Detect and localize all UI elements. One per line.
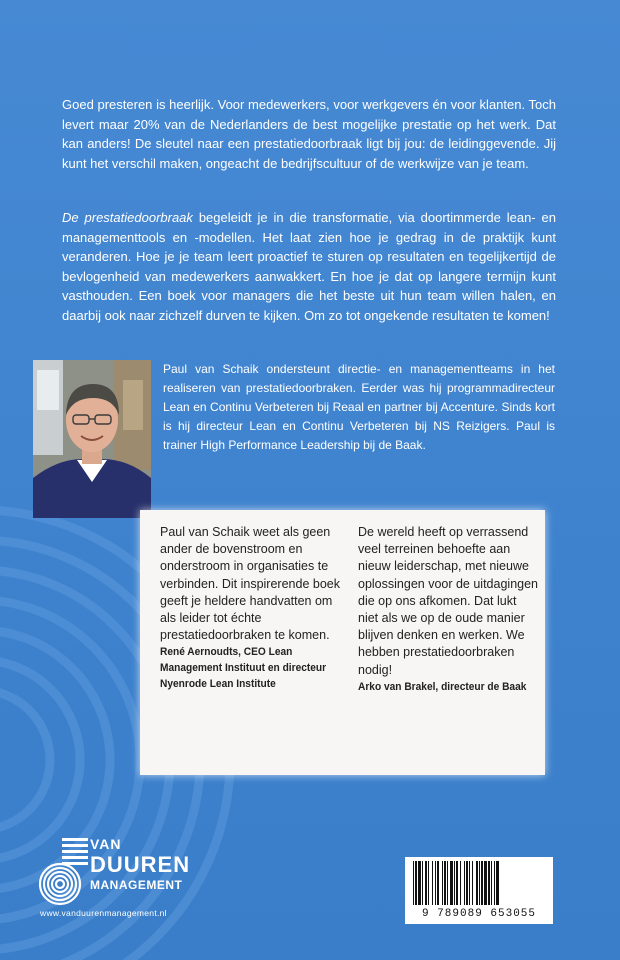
publisher-logo xyxy=(36,836,216,906)
publisher-website: www.vanduurenmanagement.nl xyxy=(40,908,167,918)
logo-text-management: MANAGEMENT xyxy=(90,878,183,892)
endorsement-2 xyxy=(358,524,538,695)
blurb-paragraph-2-text: begeleidt je in die transformatie, via doortimmerde lean- en managementtools en -modellen. Het laat zien hoe je gedrag in de praktijk kunt veranderen. Hoe je je team leert proactief te sturen op resultaten en tegelijkertijd de bevlogenheid van medewerkers aanwakkert. En hoe je dat op langere termijn kunt vasthouden. Een boek voor managers die het beste uit hun team willen halen, en daarbij ook naar zichzelf durven te kijken. Om zo tot ongekende resultaten te komen! xyxy=(62,210,556,323)
endorsement-1-text: Paul van Schaik weet als geen ander de bovenstroom en onderstroom in organisaties te verbinden. Dit inspirerende boek geeft je heldere handvatten om als leider tot échte prestatiedoorbraken te komen. xyxy=(160,525,340,643)
logo-text-van: VAN xyxy=(90,836,122,852)
endorsement-2-text: De wereld heeft op verrassend veel terreinen behoefte aan nieuw leiderschap, met nieuwe oplossingen voor de uitdagingen die op ons afkomen. Dat lukt niet als we op de oude manier blijven denken en werken. We hebben prestatiedoorbraken nodig! xyxy=(358,525,538,677)
author-bio: Paul van Schaik ondersteunt directie- en managementteams in het realiseren van prestatiedoorbraken. Eerder was hij programmadirecteur Lean en Continu Verbeteren bij Reaal en partner bij Accenture. Sinds kort is hij directeur Lean en Continu Verbeteren bij NS Reizigers. Paul is trainer High Performance Leadership bij de Baak. xyxy=(163,362,555,452)
blurb-paragraph-2 xyxy=(62,208,556,325)
barcode-bars xyxy=(405,857,553,909)
endorsements-box xyxy=(140,510,545,775)
publisher-spiral-icon xyxy=(36,836,90,906)
endorsement-2-signature: Arko van Brakel, directeur de Baak xyxy=(358,680,527,693)
isbn-barcode xyxy=(405,857,553,924)
isbn-number: 9 789089 653055 xyxy=(421,908,537,920)
endorsement-1-signature: René Aernoudts, CEO Lean Management Instituut en directeur Nyenrode Lean Institute xyxy=(160,646,327,691)
blurb-paragraph-1: Goed presteren is heerlijk. Voor medewerkers, voor werkgevers én voor klanten. Toch levert maar 20% van de Nederlanders de best mogelijke prestatie op het werk. Dat kan anders! De sleutel naar een prestatiedoorbraak ligt bij jou: de leidinggevende. Jij kunt het verschil maken, ongeacht de bedrijfscultuur of de werkwijze van je team. xyxy=(62,97,556,171)
author-photo xyxy=(33,360,151,518)
book-title-inline: De prestatiedoorbraak xyxy=(62,210,193,225)
logo-text-duuren: DUUREN xyxy=(90,852,191,877)
endorsement-1 xyxy=(160,524,340,692)
